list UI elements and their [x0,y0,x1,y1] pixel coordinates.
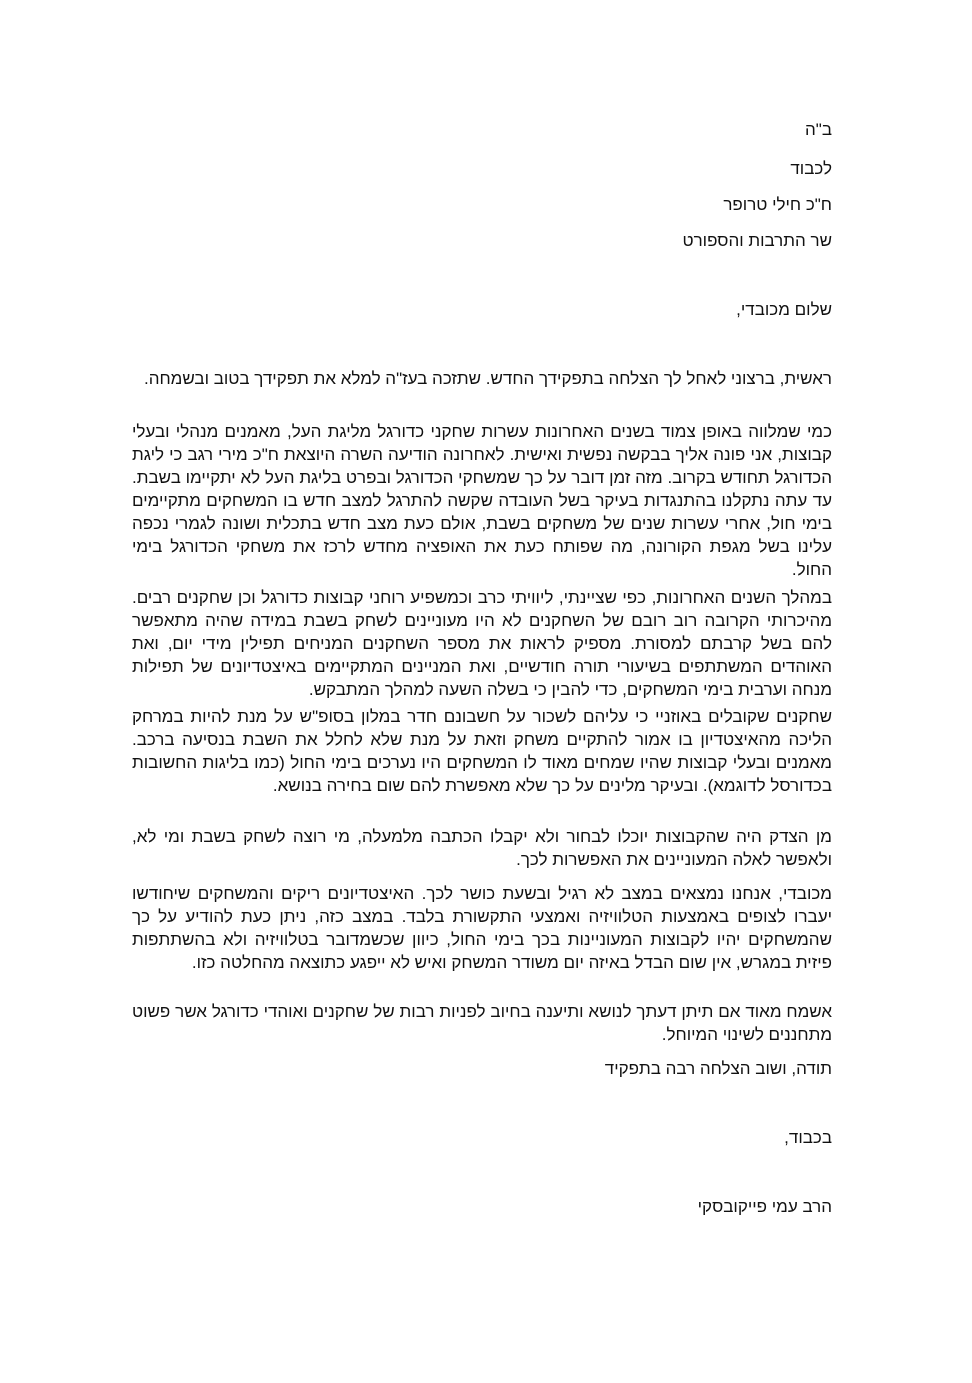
greeting: שלום מכובדי, [736,300,832,319]
recipient-name: ח"כ חילי טרופר [723,195,832,214]
signature-name: הרב עמי פייקובסקי [697,1197,832,1216]
to-honor-line: לכבוד [790,159,832,178]
paragraph-request: אשמח מאוד אם תיתן דעתך לנושא ותיענה בחיוב לפניות רבות של שחקנים ואוהדי כדורגל אשר פשוט מתחננים לשינוי המיוחל. [132,1002,832,1044]
bh-heading: ב"ה [805,120,832,139]
recipient-title: שר התרבות והספורט [682,231,832,250]
paragraph-background: כמי שמלווה באופן צמוד בשנים האחרונות עשרות שחקני כדורגל מליגת העל, מאמנים מנהלי ובעלי קבוצות, אני פונה אליך בבקשה נפשית ואישית. לאחרונה הודיעה השרה היוצאת ח"כ מירי רגב כי ליגת הכדורגל תחודש בקרוב. מזה זמן דובר על כך שמשחקי הכדורגל ובפרט בליגת העל לא יתקיימו בשבת. עד עתה נתקלנו בהתנגדות בעיקר בשל העובדה שקשה להתרגל למצב חדש בו המשחקים מתקיימים בימי חול, אחרי עשרות שנים של משחקים בשבת, אולם כעת מצב חדש בתכלית ושונה לגמרי נכפה עלינו בשל מגפת הקורונה, מה שפותח כעת את האופציה מחדש לרכז את משחקי הכדורגל בימי החול. [132,422,832,579]
paragraph-complaints: שחקנים שקובלים באוזניי כי עליהם לשכור על חשבונם חדר במלון בסופ"ש על מנת להיות במרחק הליכה מהאיצטדיון בו אמור להתקיים משחק וזאת על מנת שלא לחלל את השבת בנסיעה ברכב. מאמנים ובעלי קבוצות שהיו שמחים מאוד לו המשחקים היו נערכים בימי החול (כמו בליגות החשובות בכדורסל לדוגמא). ובעיקר מלינים על כך שלא מאפשרת להם שום בחירה בנושא. [132,707,832,795]
paragraph-opening: ראשית, ברצוני לאחל לך הצלחה בתפקידך החדש. שתזכה בעז"ה למלא את תפקידך בטוב ובשמחה. [143,369,832,388]
closing-line: בכבוד, [784,1128,832,1147]
paragraph-justice: מן הצדק היה שהקבוצות יוכלו לבחור ולא יקבלו הכתבה מלמעלה, מי רוצה לשחק בשבת ומי לא, ולאפשר לאלה המעוניינים את האפשרות לכך. [132,827,832,869]
paragraph-experience: במהלך השנים האחרונות, כפי שציינתי, ליוויתי כרב וכמשפיע רוחני קבוצות כדורגל וכן שחקנים רבים. מהיכרותי הקרובה רוב רובם של השחקנים לא היו מעוניינים לשחק בשבת במידה שהיה מתאפשר להם בשל קרבתם למסורת. מספיק לראות את מספר השחקנים המניחים תפילין מידי יום, ואת האוהדים המשתתפים בשיעורי תורה חודשיים, ואת המניינים המתקיימים באיצטדיונים של תפילות מנחה וערבית בימי המשחקים, כדי להבין כי בשלה השעה למהלך המתבקש. [132,588,832,699]
thanks-line: תודה, ושוב הצלחה רבה בתפקיד [604,1059,832,1078]
paragraph-opportunity: מכובדי, אנחנו נמצאים במצב לא רגיל ובשעת כושר לכך. האיצטדיונים ריקים והמשחקים שיחודשו יעברו לצופים באמצעות הטלוויזיה ואמצעי התקשורת בלבד. במצב כזה, ניתן כעת להודיע על כך שהמשחקים יהיו לקבוצות המעוניינות בכך בימי החול, כיוון שכשמדובר בטלוויזיה ולא בהשתתפות פיזית במגרש, אין שום הבדל באיזה יום משודר המשחק ואיש לא ייפגע כתוצאה מהחלטה כזו. [132,884,832,972]
